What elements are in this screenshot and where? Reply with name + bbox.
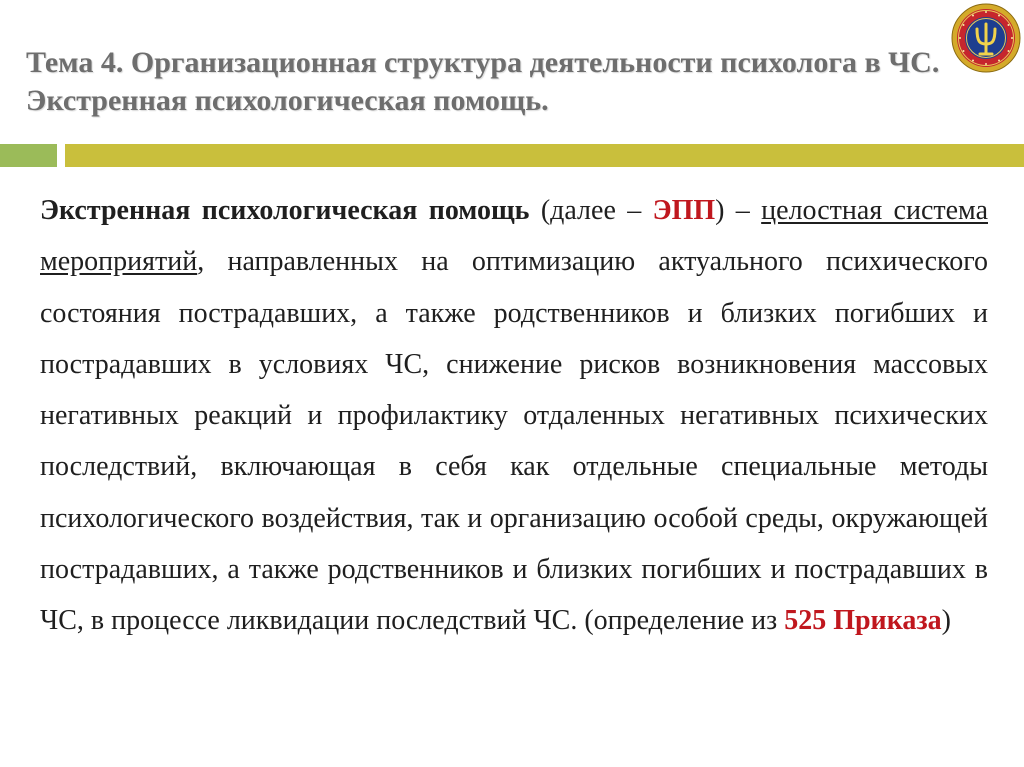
abbr-open: (далее – [529,195,653,226]
source-close: ) [941,605,951,637]
definition-rest: , направленных на оптимизацию актуального психического состояния пострадавших, а также родственников и близких погибших и пострадавших в условиях ЧС, снижение рисков возникновения массовых негативных реакций и профилактику отдаленных негативных психических последствий, включающая в себя как отдельные специальные методы психологического воздействия, так и организацию особой среды, окружающей пострадавших, а также родственников и близких погибших и пострадавших в ЧС, в процессе ликвидации последствий ЧС. (определение из [40,246,988,637]
decorative-bar-green [0,144,57,167]
abbr-close: ) – [715,195,762,226]
psychology-psi-emblem-icon [950,2,1022,74]
source-reference: 525 Приказа [784,605,942,637]
decorative-bar-olive [65,144,1024,167]
definition-paragraph [40,185,988,647]
term: Экстренная психологическая помощь [40,195,530,226]
abbreviation: ЭПП [652,195,716,226]
definition-head: целостная система мероприятий [40,195,988,278]
slide-title: Тема 4. Организационная структура деятельности психолога в ЧС. Экстренная психологическая помощь. [26,46,940,117]
